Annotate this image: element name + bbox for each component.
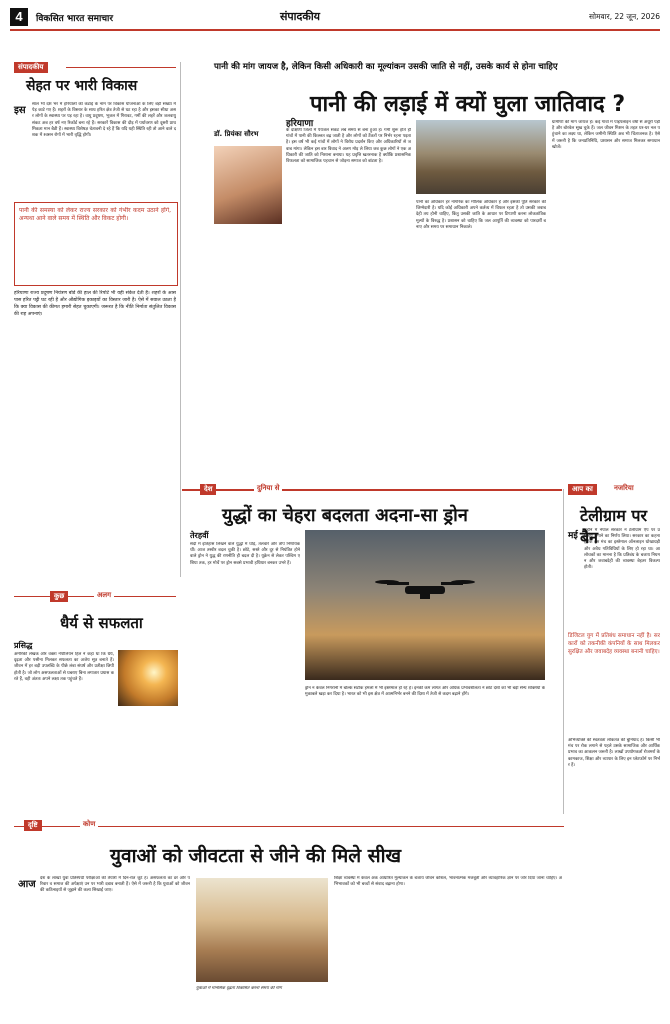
patience-headline: धैर्य से सफलता [60, 614, 143, 632]
telegram-body-continued: अभिव्यक्ति की स्वतंत्रता लोकतंत्र की बुनियाद है। किसी भी मंच पर रोक लगाने से पहले उसके सामाजिक और आर्थिक प्रभाव का आकलन जरूरी है। लाखों उपयोगकर्ता रोजमर्रा के कामकाज, शिक्षा और व्यापार के लिए इन प्लेटफॉर्म पर निर्भर हैं। [568, 738, 660, 768]
youth-photo-caption: युवाओं में मानसिक दृढ़ता विकसित करना समय की मांग [196, 986, 282, 991]
patience-tag-b: अलग [94, 591, 114, 600]
drone-divider [563, 489, 564, 814]
pull-quote-text: पानी की समस्या को लेकर राज्य सरकार को गंभीर कदम उठाने होंगे, अन्यथा आने वाले समय में स्थिति और विकट होगी। [19, 207, 171, 222]
page-number: 4 [10, 8, 28, 26]
youth-body-1: देश के लाखों युवा प्रतिस्पर्धी परीक्षाओं की तैयारी में दिन-रात जुटे हैं। असफलता का डर और परिवार व समाज की अपेक्षाएं उन पर भारी दबाव बनाती हैं। ऐसे में जरूरी है कि युवाओं को जीवन की कठिनाइयों से जूझने की कला सिखाई जाए। [40, 876, 190, 894]
drone-silhouette-icon [305, 530, 545, 680]
top-quote: पानी की मांग जायज है, लेकिन किसी अधिकारी का मूल्यांकन उसकी जाति से नहीं, उसके कार्य से होना चाहिए [214, 62, 558, 72]
youth-tag-b: कोण [80, 820, 98, 829]
patience-lead-word: प्रसिद्ध [14, 641, 33, 650]
author-photo [214, 146, 282, 224]
editorial-tag: संपादकीय [14, 62, 48, 73]
editorial-headline: सेहत पर भारी विकास [26, 78, 138, 94]
masthead [10, 8, 660, 28]
editorial-body-continued: हरियाणा राज्य प्रदूषण नियंत्रण बोर्ड की हाल की रिपोर्ट भी यही संकेत देती है। शहरों के आसपास हरित पट्टी घट रही है और औद्योगिक इकाइयों का विस्तार जारी है। ऐसे में सवाल उठता है कि क्या विकास की कीमत हमारी सेहत चुकाएगी। जरूरत है कि नीति निर्माता संतुलित विकास की राह अपनाएं। [14, 291, 176, 317]
drone-tag-b: दुनिया से [254, 484, 282, 493]
main-headline: पानी की लड़ाई में क्यों घुला जातिवाद ? [310, 92, 626, 117]
editorial-body: साल भी देश भर में हरियाली की कटाई के नाम पर विकास योजनाओं के लिए बड़ी संख्या में पेड़ काटे गए हैं। शहरों के विस्तार के साथ हरित क्षेत्र तेजी से घट रहा है और इसका सीधा असर लोगों के स्वास्थ्य पर पड़ रहा है। वायु प्रदूषण, भूजल में गिरावट, गर्मी की लहरें और जलवायु संकट अब हर वर्ष नए रिकॉर्ड बना रहे हैं। सरकारें विकास की दौड़ में पर्यावरण को दूसरी प्राथमिकता मान बैठी हैं। स्वास्थ्य विशेषज्ञ चेतावनी दे रहे हैं कि यदि यही स्थिति रही तो आने वाले दशक में श्वसन रोगों में भारी वृद्धि होगी। [32, 102, 176, 139]
section-title: संपादकीय [280, 10, 321, 23]
telegram-lead-word: मई [568, 531, 578, 541]
youth-tag-a: दृष्टि [24, 820, 42, 831]
drone-tag-a: देश [200, 484, 216, 495]
youth-headline: युवाओं को जीवटता से जीने की मिले सीख [110, 845, 402, 867]
editorial-lead-word: इस [14, 105, 26, 116]
pull-quote-box [14, 202, 178, 286]
masthead-rule [10, 29, 660, 31]
patience-body: अमेरिकी लेखक और वक्ता नेपोलियन हिल ने कहा था कि धैर्य, दृढ़ता और पसीना मिलकर सफलता का अजेय सूत्र बनाते हैं। जीवन में हर बड़ी उपलब्धि के पीछे लंबा संघर्ष और प्रतीक्षा छिपी होती है। जो लोग असफलताओं से घबराए बिना लगातार प्रयास करते हैं, वही अंततः अपने लक्ष्य तक पहुंचते हैं। [14, 652, 114, 682]
left-column-divider [180, 62, 181, 577]
drone-photo [305, 530, 545, 680]
drone-headline: युद्धों का चेहरा बदलता अदना-सा ड्रोन [222, 505, 468, 526]
drone-section-rule [182, 489, 562, 491]
paper-name: विकसित भारत समाचार [36, 14, 114, 24]
editorial-tag-rule [66, 67, 176, 68]
patience-tag-a: कुछ [50, 591, 68, 602]
student-books-photo [196, 878, 328, 982]
drone-dateline: तेरहवीं [190, 531, 209, 540]
telegram-tag-b: नजरिया [614, 484, 634, 492]
drone-body-1: सदी में इतिहास लिखने वाले युद्धों में घोड़े, तलवारें और तोपें निर्णायक थीं। आज तस्वीर बदल चुकी है। छोटे, सस्ते और दूर से नियंत्रित होने वाले ड्रोन ने युद्ध की रणनीति ही बदल दी है। यूक्रेन से लेकर पश्चिम एशिया तक, हर मोर्चे पर ड्रोन सबसे प्रभावी हथियार बनकर उभरे हैं। [190, 542, 300, 566]
dateline: हरियाणा [286, 119, 314, 129]
sunrise-silhouette-photo [118, 650, 178, 706]
editorial-column [14, 62, 176, 577]
main-body-col3: ग्रामीणों की मांग जायज है। कई गांवों में पाइपलाइन वर्षों से अधूरी पड़ी है और बोरवेल सूख चुके हैं। जल जीवन मिशन के तहत घर-घर नल पहुंचाने का लक्ष्य था, लेकिन जमीनी स्थिति अब भी चिंताजनक है। ऐसे में जरूरी है कि जनप्रतिनिधि, प्रशासन और समाज मिलकर समाधान खोजें। [552, 120, 660, 150]
telegram-pull-quote: डिजिटल युग में प्रतिबंध समाधान नहीं है। सरकारों को तकनीकी कंपनियों के साथ मिलकर सुरक्षित और जवाबदेह व्यवस्था बनानी चाहिए। [568, 633, 660, 655]
youth-lead-word: आज [18, 879, 36, 890]
telegram-headline: टेलीग्राम पर बैन [580, 506, 647, 547]
youth-body-2: शिक्षा व्यवस्था में केवल अंक आधारित मूल्यांकन के बजाय जीवन कौशल, भावनात्मक मजबूती और व्यावहारिक ज्ञान पर जोर दिया जाना चाहिए। अभिभावकों को भी बच्चों से संवाद बढ़ाना होगा। [334, 876, 562, 888]
issue-date: सोमवार, 22 जून, 2026 [589, 12, 660, 21]
village-photo [416, 120, 546, 194]
drone-body-2: ड्रोन न केवल निगरानी में बल्कि सटीक हमलों में भी इस्तेमाल हो रहे हैं। इनकी कम लागत और अधिक प्रभावशीलता ने छोटे देशों को भी बड़ी सैन्य शक्तियों के मुकाबले खड़ा कर दिया है। भारत को भी इस क्षेत्र में आत्मनिर्भर बनने की दिशा में तेजी से कदम बढ़ाने होंगे। [305, 686, 545, 698]
main-body-col2: पानी का अधिकार हर नागरिक का मौलिक अधिकार है और इसकी पूर्ति सरकार की जिम्मेदारी है। यदि कोई अधिकारी अपने कर्तव्य में विफल रहता है तो उसकी जवाबदेही तय होनी चाहिए, किंतु उसकी जाति के आधार पर टिप्पणी करना लोकतांत्रिक मूल्यों के विरुद्ध है। प्रशासन को चाहिए कि जल आपूर्ति की व्यवस्था को पारदर्शी बनाए और समय पर समाधान निकाले। [416, 200, 546, 230]
telegram-body: महीने में नेपाल सरकार ने टेलीग्राम ऐप पर प्रतिबंध लगाने का निर्णय लिया। सरकार का कहना है कि इस मंच का इस्तेमाल ऑनलाइन धोखाधड़ी और अवैध गतिविधियों के लिए हो रहा था। आलोचकों का मानना है कि प्रतिबंध के बजाय नियमन और जवाबदेही की व्यवस्था बेहतर विकल्प होती। [584, 528, 660, 571]
author-name: डॉ. प्रियंका सौरभ [214, 130, 259, 138]
telegram-tag-a: आप का [568, 484, 597, 495]
main-body-col1: के दक्षिणी जिलों में पेयजल संकट लंबे समय से बना हुआ है। गर्मी शुरू होते ही गांवों में पानी की किल्लत बढ़ जाती है और लोगों को टैंकरों पर निर्भर रहना पड़ता है। इस वर्ष भी कई गांवों में लोगों ने विरोध प्रदर्शन किए और अधिकारियों से जवाब मांगा। लेकिन इस बार विवाद ने अलग मोड़ ले लिया जब कुछ लोगों ने एक अधिकारी की जाति को निशाना बनाया। यह प्रवृत्ति खतरनाक है क्योंकि प्रशासनिक विफलता को सामाजिक पहचान से जोड़ना समाज को बांटता है। [286, 128, 411, 165]
